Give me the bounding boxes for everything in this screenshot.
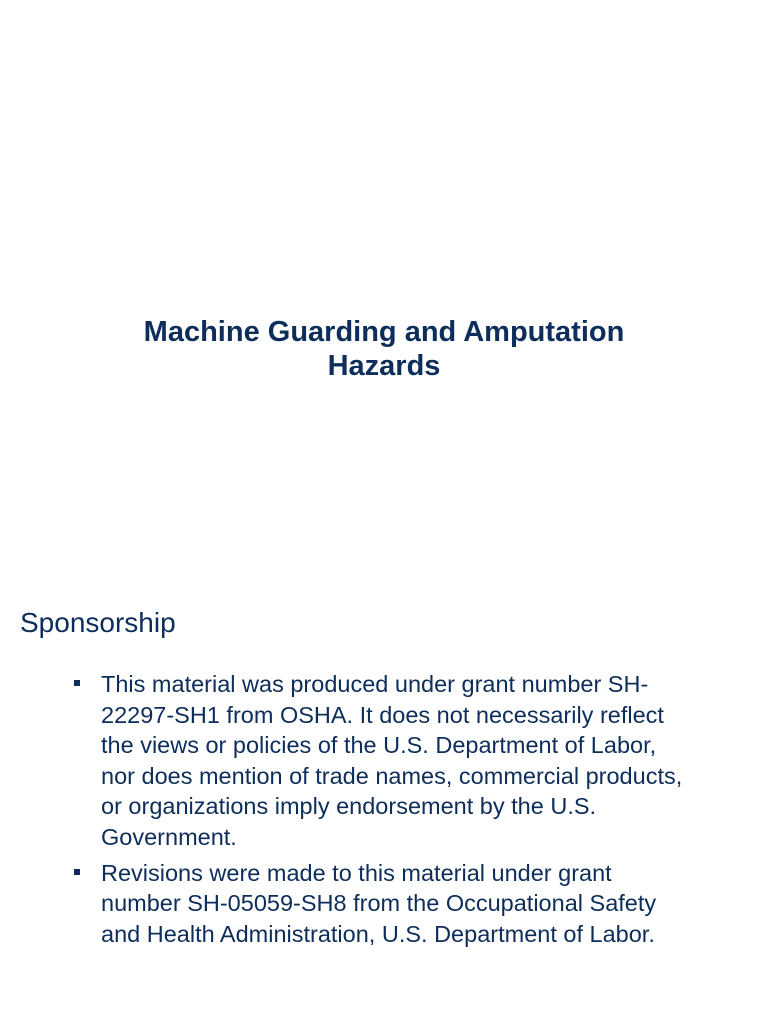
slide-title: Machine Guarding and Amputation Hazards <box>143 316 625 382</box>
square-bullet-icon <box>74 869 80 875</box>
bullet-item <box>72 858 692 950</box>
bullet-list <box>72 669 692 954</box>
slide-heading: Sponsorship <box>20 607 176 638</box>
bullet-item <box>72 669 692 853</box>
bullet-text: Revisions were made to this material under grant number SH-05059-SH8 from the Occupational Safety and Health Administration, U.S. Department of Labor. <box>101 859 657 947</box>
square-bullet-icon <box>74 680 80 686</box>
bullet-text: This material was produced under grant number SH-22297-SH1 from OSHA. It does not necessarily reflect the views or policies of the U.S. Department of Labor, nor does mention of trade names, commercial products, or organizations imply endorsement by the U.S. Government. <box>101 671 683 850</box>
sponsorship-slide <box>0 576 768 1024</box>
